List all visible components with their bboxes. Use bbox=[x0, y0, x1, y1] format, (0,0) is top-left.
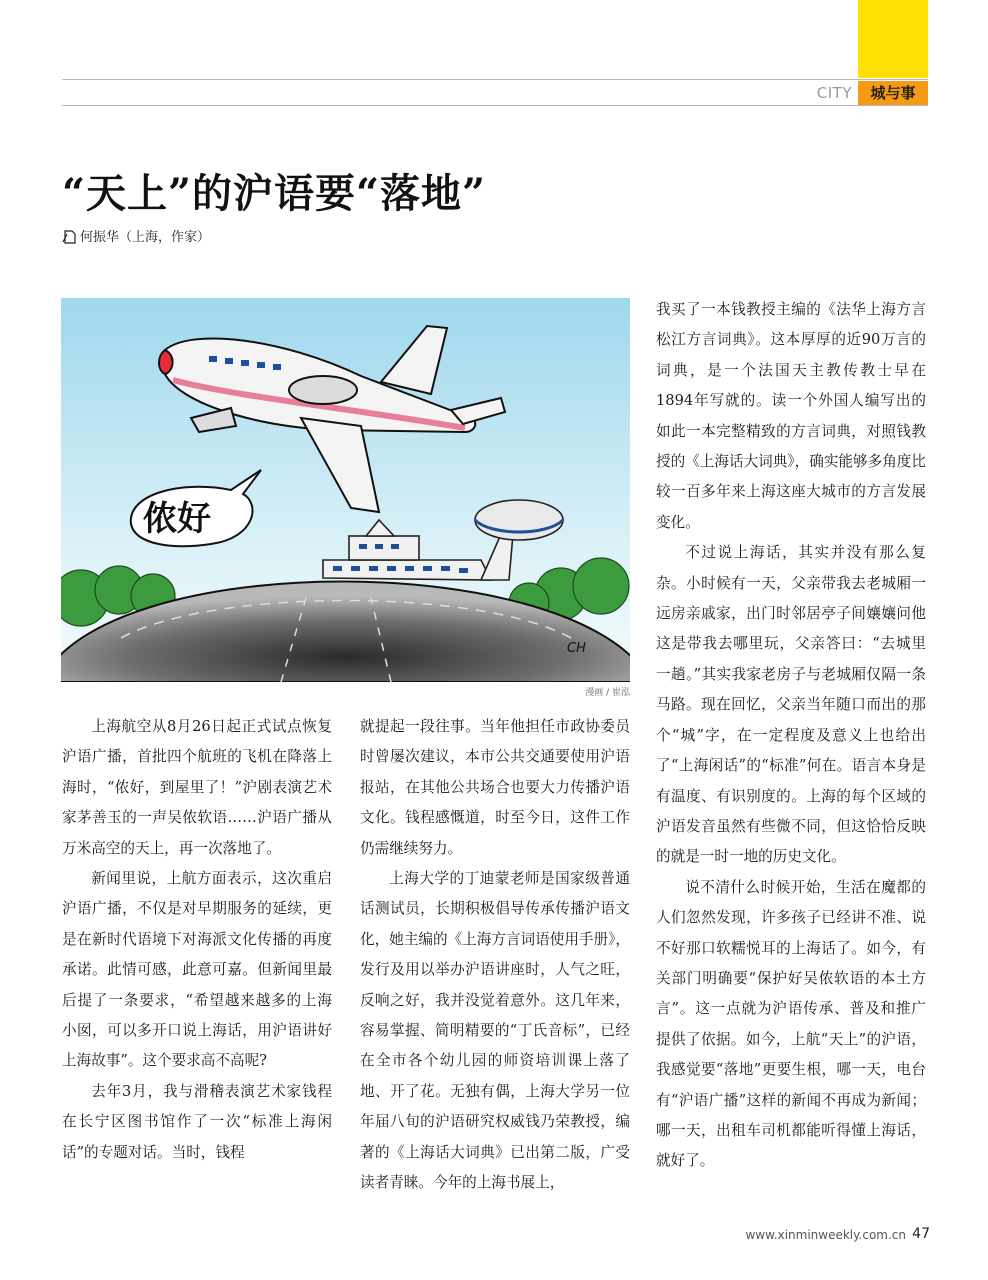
footer-website: www.xinminweekly.com.cn bbox=[745, 1228, 906, 1242]
page-number: 47 bbox=[912, 1226, 930, 1242]
paragraph: 我买了一本钱教授主编的《法华上海方言松江方言词典》。这本厚厚的近90万言的词典，是一个法国天主教传教士早在1894年写就的。读一个外国人编写出的如此一本完整精致的方言词典，对照钱教授的《上海话大词典》，确实能够多角度比较一百多年来上海这座大城市的方言发展变化。 bbox=[656, 301, 926, 531]
byline-text: 何振华（上海，作家） bbox=[80, 230, 211, 245]
paragraph: 说不清什么时候开始，生活在魔都的人们忽然发现，许多孩子已经讲不准、说不好那口软糯悦耳的上海话了。如今，有关部门明确要“保护好吴侬软语的本土方言”。这一点就为沪语传承、普及和推广提供了依据。如今，上航“天上”的沪语，我感觉要“落地”更要生根，哪一天，电台有“沪语广播”这样的新闻不再成为新闻；哪一天，出租车司机都能听得懂上海话，就好了。 bbox=[656, 878, 926, 1170]
section-label-cn: 城与事 bbox=[858, 81, 928, 105]
text-column-2 bbox=[360, 712, 630, 1199]
paragraph: 不过说上海话，其实并没有那么复杂。小时候有一天，父亲带我去老城厢一远房亲戚家，出门时邻居亭子间孃孃问他这是带我去哪里玩，父亲答曰：“去城里一趟。”其实我家老房子与老城厢仅隔一条马路。现在回忆，父亲当年随口而出的那个“城”字，在一定程度及意义上也给出了“上海闲话”的“标准”何在。语言本身是有温度、有识别度的。上海的每个区域的沪语发音虽然有些微不同，但这恰恰反映的就是一时一地的历史文化。 bbox=[656, 544, 926, 866]
header-rule-top bbox=[62, 79, 928, 80]
paragraph: 上海大学的丁迪蒙老师是国家级普通话测试员，长期积极倡导传承传播沪语文化，她主编的《上海方言词语使用手册》，发行及用以举办沪语讲座时，人气之旺，反响之好，我并没觉着意外。这几年来，容易掌握、简明精要的“丁氏音标”，已经在全市各个幼儿园的师资培训课上落了地、开了花。无独有偶，上海大学另一位年届八旬的沪语研究权威钱乃荣教授，编著的《上海话大词典》已出第二版，广受读者青睐。今年的上海书展上， bbox=[360, 870, 630, 1192]
article-title: “天上”的沪语要“落地” bbox=[62, 170, 487, 217]
text-column-1 bbox=[62, 712, 332, 1168]
cartoon-illustration bbox=[61, 298, 630, 682]
byline bbox=[62, 228, 210, 248]
illustration-caption: 漫画 / 崔泓 bbox=[585, 688, 630, 698]
pen-icon bbox=[62, 230, 80, 245]
paragraph: 上海航空从8月26日起正式试点恢复沪语广播，首批四个航班的飞机在降落上海时，“侬好，到屋里了！”沪剧表演艺术家茅善玉的一声吴侬软语……沪语广播从万米高空的天上，再一次落地了。 bbox=[62, 718, 332, 857]
corner-color-tab bbox=[858, 0, 928, 78]
speech-text: 侬好 bbox=[143, 499, 211, 539]
text-column-3 bbox=[656, 295, 926, 1177]
artist-signature: CH bbox=[567, 641, 586, 656]
paragraph: 去年3月，我与滑稽表演艺术家钱程在长宁区图书馆作了一次“标准上海闲话”的专题对话。当时，钱程 bbox=[62, 1082, 332, 1161]
header-rule-bottom bbox=[62, 105, 928, 106]
section-label-en: CITY bbox=[816, 84, 852, 102]
paragraph: 就提起一段往事。当年他担任市政协委员时曾屡次建议，本市公共交通要使用沪语报站，在其他公共场合也要大力传播沪语文化。钱程感慨道，时至今日，这件工作仍需继续努力。 bbox=[360, 718, 630, 857]
paragraph: 新闻里说，上航方面表示，这次重启沪语广播，不仅是对早期服务的延续，更是在新时代语境下对海派文化传播的再度承诺。此情可感，此意可嘉。但新闻里最后提了一条要求，“希望越来越多的上海小囡，可以多开口说上海话，用沪语讲好上海故事”。这个要求高不高呢? bbox=[62, 870, 332, 1070]
